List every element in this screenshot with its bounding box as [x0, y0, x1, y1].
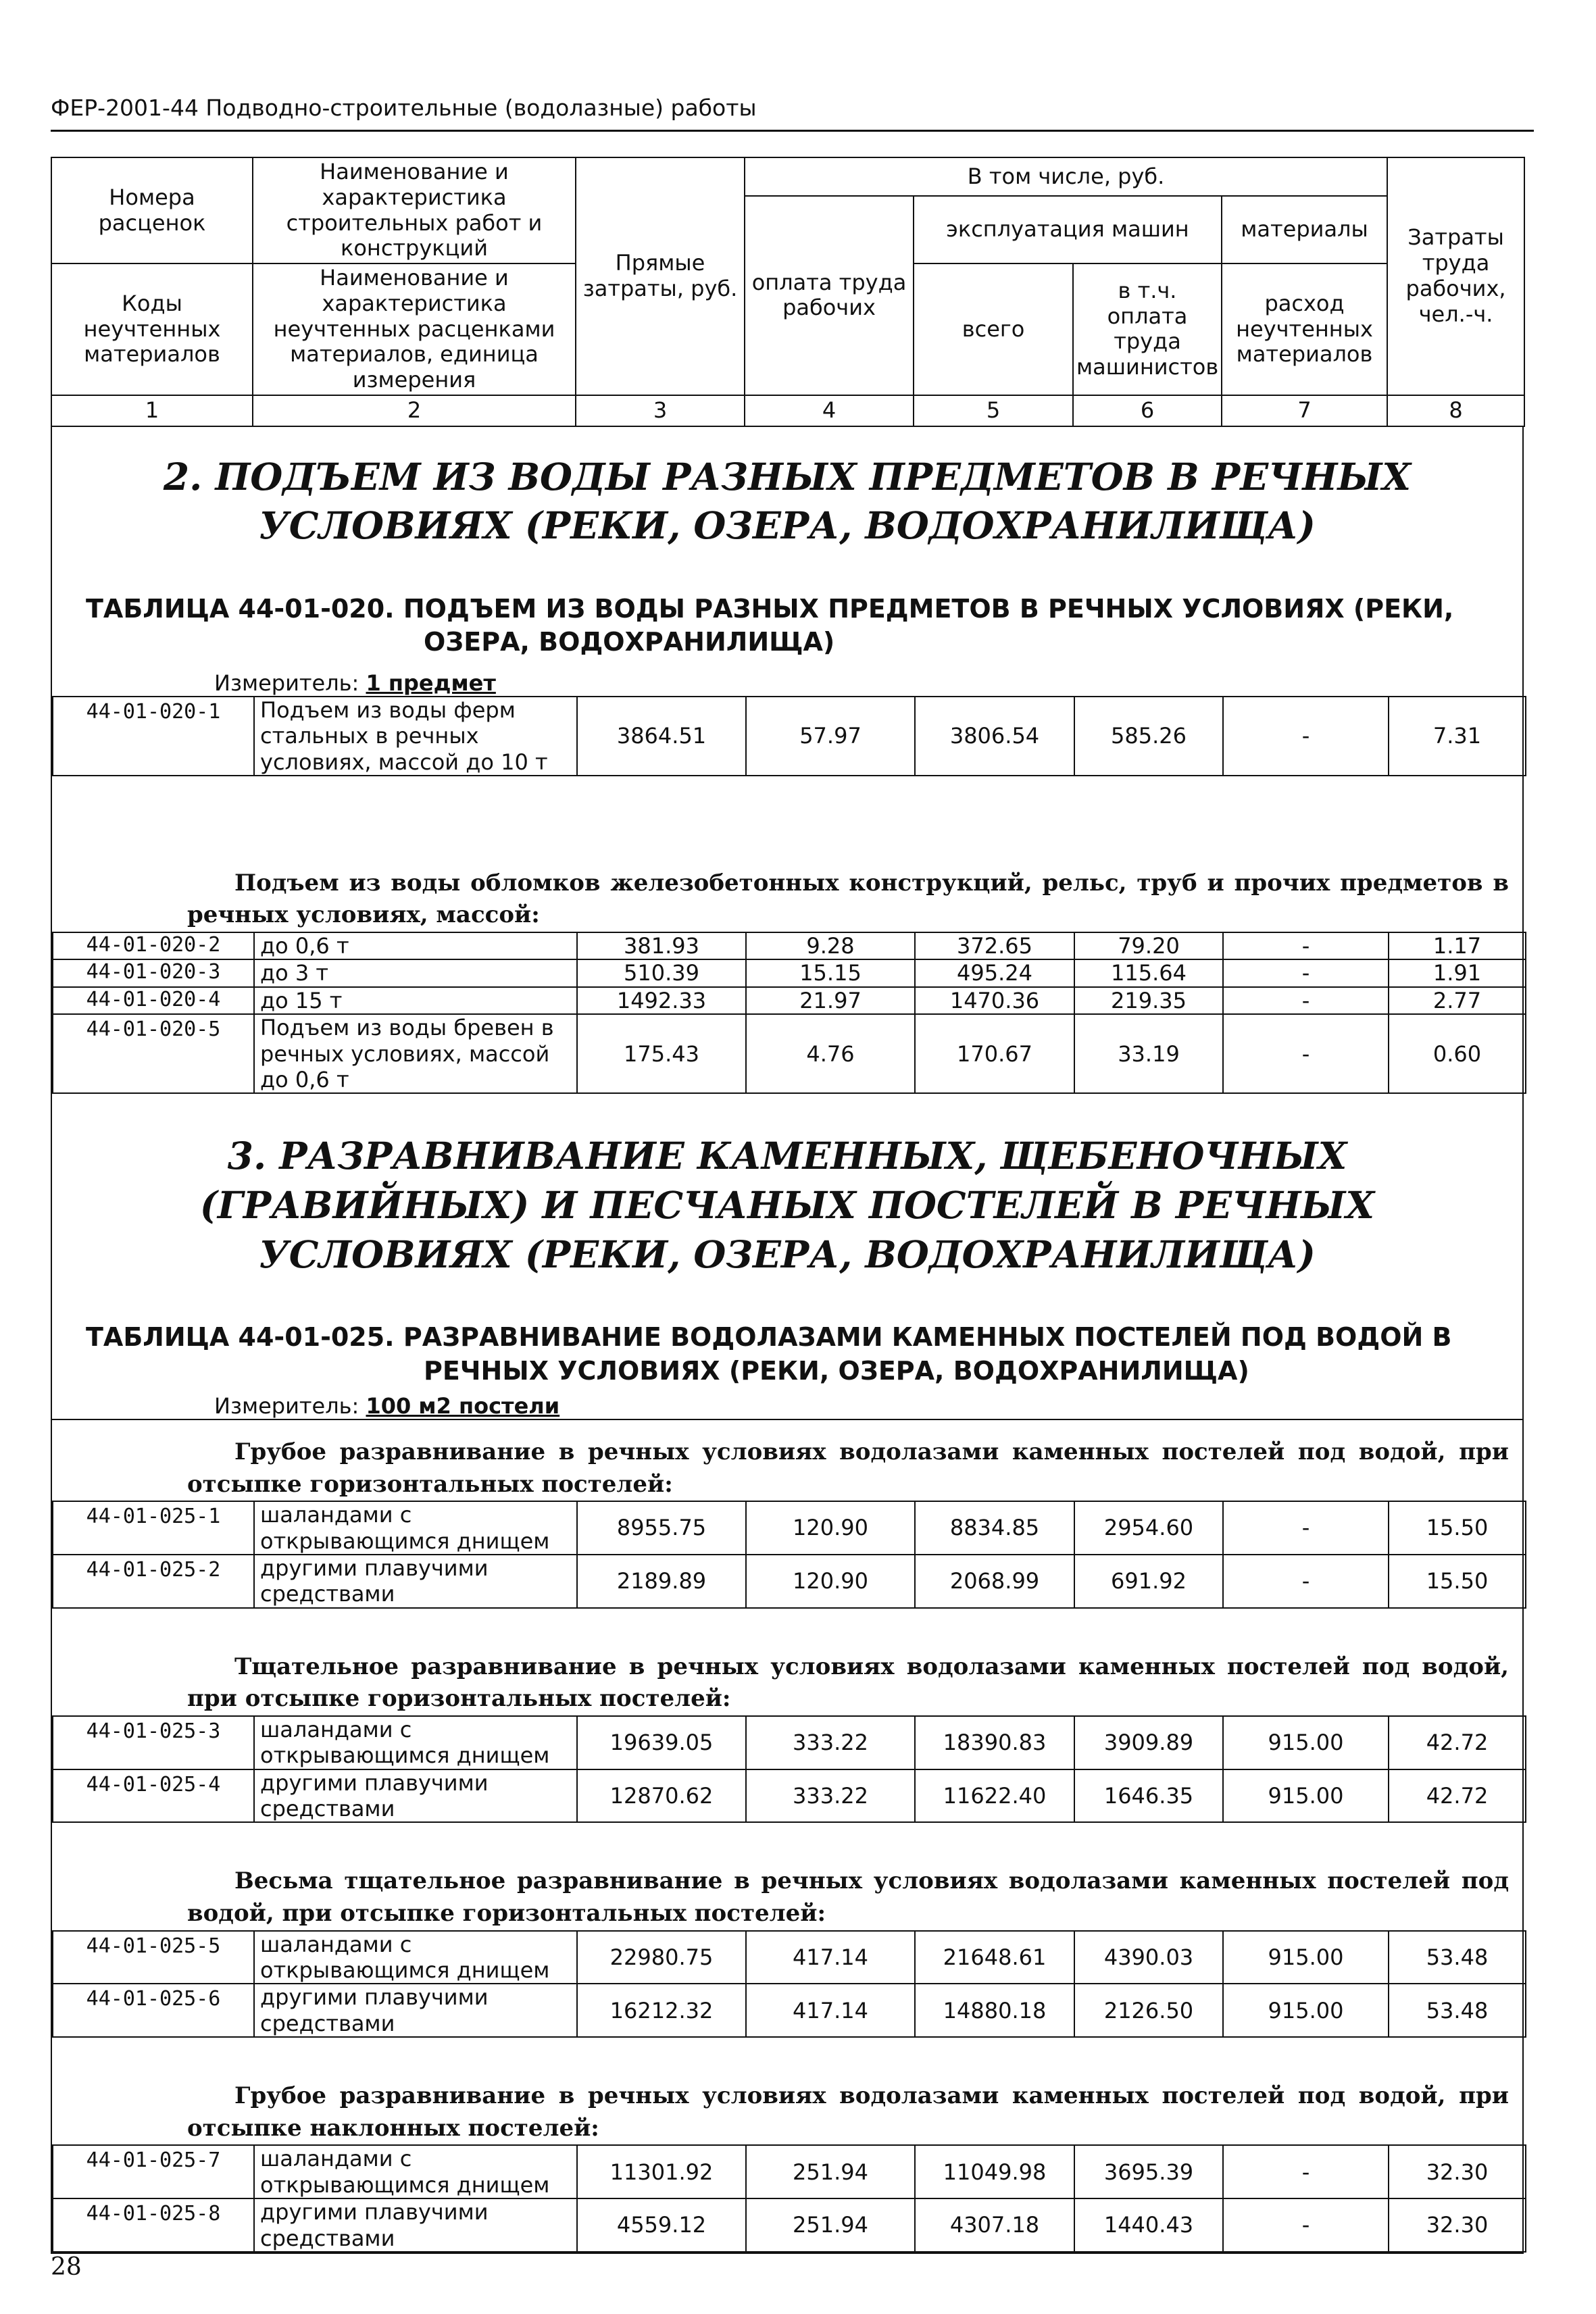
- header-machine-operation: эксплуатация машин: [914, 196, 1222, 263]
- material-consumption: -: [1223, 2145, 1389, 2198]
- table-row: [53, 2198, 1526, 2252]
- work-name: до 15 т: [254, 987, 577, 1014]
- material-consumption: 915.00: [1223, 1769, 1389, 1823]
- column-header: [51, 157, 1525, 427]
- rates-table-025-rough: [52, 1501, 1526, 1635]
- worker-pay: 9.28: [746, 932, 915, 959]
- column-number: 1: [51, 395, 253, 426]
- worker-pay: 417.14: [746, 1984, 915, 2037]
- machines-total: 11049.98: [915, 2145, 1074, 2198]
- header-rule: [51, 130, 1534, 132]
- column-number: 6: [1073, 395, 1222, 426]
- table-row: [53, 1014, 1526, 1093]
- rate-code: 44-01-025-2: [53, 1555, 254, 1608]
- machinist-pay: 33.19: [1074, 1014, 1223, 1093]
- column-number: 5: [914, 395, 1073, 426]
- machinist-pay: 2954.60: [1074, 1501, 1223, 1555]
- work-name: шаландами с открывающимся днищем: [254, 2145, 577, 2198]
- machinist-pay: 115.64: [1074, 959, 1223, 986]
- column-number: 4: [745, 395, 914, 426]
- rate-code: 44-01-025-6: [53, 1984, 254, 2037]
- work-name: другими плавучими средствами: [254, 1769, 577, 1823]
- table-row: [53, 987, 1526, 1014]
- table-title: [52, 593, 1522, 659]
- worker-pay: 120.90: [746, 1501, 915, 1555]
- machines-total: 11622.40: [915, 1769, 1074, 1823]
- machines-total: 170.67: [915, 1014, 1074, 1093]
- machines-total: 372.65: [915, 932, 1074, 959]
- labor-costs: 15.50: [1389, 1555, 1526, 1608]
- group-heading: Весьма тщательное разравнивание в речных условиях водолазами каменных постелей под водой, при отсыпке горизонтальных постелей:: [187, 1867, 1509, 1928]
- material-consumption: -: [1223, 1555, 1389, 1608]
- header-rate-numbers: Номера расценок: [51, 157, 253, 263]
- meter-value: 100 м2 постели: [366, 1392, 560, 1419]
- material-consumption: 915.00: [1223, 1931, 1389, 1984]
- work-name: Подъем из воды бревен в речных условиях, массой до 0,6 т: [254, 1014, 577, 1093]
- meter-label: Измеритель:: [214, 670, 359, 696]
- labor-costs: 42.72: [1389, 1716, 1526, 1769]
- material-consumption: -: [1223, 2198, 1389, 2252]
- material-consumption: -: [1223, 697, 1389, 776]
- section-title: 2. ПОДЪЕМ ИЗ ВОДЫ РАЗНЫХ ПРЕДМЕТОВ В РЕЧНЫХ УСЛОВИЯХ (РЕКИ, ОЗЕРА, ВОДОХРАНИЛИЩА): [163, 454, 1412, 548]
- table-row: [53, 1555, 1526, 1608]
- rate-code: 44-01-020-2: [53, 932, 254, 959]
- machines-total: 3806.54: [915, 697, 1074, 776]
- header-material-consumption: расход неучтенных материалов: [1222, 263, 1387, 395]
- rate-code: 44-01-020-3: [53, 959, 254, 986]
- header-including: В том числе, руб.: [745, 157, 1387, 196]
- machines-total: 1470.36: [915, 987, 1074, 1014]
- rate-code: 44-01-025-1: [53, 1501, 254, 1555]
- work-name: другими плавучими средствами: [254, 1555, 577, 1608]
- rates-table-025-very-careful: [52, 1930, 1526, 2065]
- direct-costs: 12870.62: [577, 1769, 746, 1823]
- machinist-pay: 3909.89: [1074, 1716, 1223, 1769]
- header-materials: материалы: [1222, 196, 1387, 263]
- work-name: шаландами с открывающимся днищем: [254, 1501, 577, 1555]
- direct-costs: 2189.89: [577, 1555, 746, 1608]
- direct-costs: 4559.12: [577, 2198, 746, 2252]
- unit-of-measure: [52, 670, 1522, 696]
- worker-pay: 251.94: [746, 2198, 915, 2252]
- machines-total: 18390.83: [915, 1716, 1074, 1769]
- direct-costs: 11301.92: [577, 2145, 746, 2198]
- table-title-line: РЕЧНЫХ УСЛОВИЯХ (РЕКИ, ОЗЕРА, ВОДОХРАНИЛИЩА): [424, 1355, 1249, 1386]
- rate-code: 44-01-020-5: [53, 1014, 254, 1093]
- labor-costs: 7.31: [1389, 697, 1526, 776]
- labor-costs: 0.60: [1389, 1014, 1526, 1093]
- work-name: шаландами с открывающимся днищем: [254, 1931, 577, 1984]
- machinist-pay: 1440.43: [1074, 2198, 1223, 2252]
- group-heading: Тщательное разравнивание в речных условиях водолазами каменных постелей под водой, при отсыпке горизонтальных постелей:: [187, 1653, 1509, 1713]
- header-labor-costs: Затраты труда рабочих, чел.-ч.: [1387, 157, 1524, 395]
- price-table: [51, 157, 1524, 2254]
- labor-costs: 42.72: [1389, 1769, 1526, 1823]
- table-body: [51, 427, 1524, 2254]
- worker-pay: 120.90: [746, 1555, 915, 1608]
- machinist-pay: 219.35: [1074, 987, 1223, 1014]
- meter-label: Измеритель:: [214, 1392, 359, 1419]
- group-heading: Подъем из воды обломков железобетонных конструкций, рельс, труб и прочих предметов в речных условиях, массой:: [187, 869, 1509, 929]
- worker-pay: 333.22: [746, 1716, 915, 1769]
- rate-code: 44-01-025-7: [53, 2145, 254, 2198]
- worker-pay: 417.14: [746, 1931, 915, 1984]
- machinist-pay: 3695.39: [1074, 2145, 1223, 2198]
- worker-pay: 251.94: [746, 2145, 915, 2198]
- worker-pay: 21.97: [746, 987, 915, 1014]
- rate-code: 44-01-025-5: [53, 1931, 254, 1984]
- header-worker-pay: оплата труда рабочих: [745, 196, 914, 395]
- machinist-pay: 4390.03: [1074, 1931, 1223, 1984]
- table-row: [53, 1501, 1526, 1555]
- rates-table-025-careful: [52, 1715, 1526, 1850]
- worker-pay: 333.22: [746, 1769, 915, 1823]
- direct-costs: 16212.32: [577, 1984, 746, 2037]
- group-heading: Грубое разравнивание в речных условиях водолазами каменных постелей под водой, при отсыпке наклонных постелей:: [187, 2082, 1509, 2142]
- direct-costs: 3864.51: [577, 697, 746, 776]
- column-number: 7: [1222, 395, 1387, 426]
- machinist-pay: 79.20: [1074, 932, 1223, 959]
- table-title: [52, 1321, 1522, 1388]
- table-title-line: ТАБЛИЦА 44-01-025. РАЗРАВНИВАНИЕ ВОДОЛАЗАМИ КАМЕННЫХ ПОСТЕЛЕЙ ПОД ВОДОЙ В: [86, 1322, 1452, 1353]
- machines-total: 495.24: [915, 959, 1074, 986]
- machines-total: 14880.18: [915, 1984, 1074, 2037]
- machines-total: 21648.61: [915, 1931, 1074, 1984]
- rate-code: 44-01-025-4: [53, 1769, 254, 1823]
- table-title-line: ТАБЛИЦА 44-01-020. ПОДЪЕМ ИЗ ВОДЫ РАЗНЫХ ПРЕДМЕТОВ В РЕЧНЫХ УСЛОВИЯХ (РЕКИ,: [86, 593, 1454, 624]
- table-row: [53, 2145, 1526, 2198]
- direct-costs: 381.93: [577, 932, 746, 959]
- running-header: ФЕР-2001-44 Подводно-строительные (водолазные) работы: [51, 95, 757, 121]
- direct-costs: 8955.75: [577, 1501, 746, 1555]
- table-row: [53, 1984, 1526, 2037]
- column-number: 3: [576, 395, 745, 426]
- machinist-pay: 1646.35: [1074, 1769, 1223, 1823]
- work-name: другими плавучими средствами: [254, 2198, 577, 2252]
- machinist-pay: 691.92: [1074, 1555, 1223, 1608]
- direct-costs: 22980.75: [577, 1931, 746, 1984]
- work-name: до 3 т: [254, 959, 577, 986]
- worker-pay: 15.15: [746, 959, 915, 986]
- direct-costs: 175.43: [577, 1014, 746, 1093]
- labor-costs: 32.30: [1389, 2198, 1526, 2252]
- machinist-pay: 2126.50: [1074, 1984, 1223, 2037]
- rates-table-020: [52, 696, 1526, 858]
- header-material-name: Наименование и характеристика неучтенных расценками материалов, единица измерения: [253, 263, 576, 395]
- rates-table-025-sloped: [52, 2144, 1526, 2253]
- direct-costs: 19639.05: [577, 1716, 746, 1769]
- material-consumption: -: [1223, 959, 1389, 986]
- work-name: до 0,6 т: [254, 932, 577, 959]
- material-consumption: 915.00: [1223, 1984, 1389, 2037]
- work-name: шаландами с открывающимся днищем: [254, 1716, 577, 1769]
- labor-costs: 1.17: [1389, 932, 1526, 959]
- labor-costs: 1.91: [1389, 959, 1526, 986]
- rate-code: 44-01-025-8: [53, 2198, 254, 2252]
- header-material-codes: Коды неучтенных материалов: [51, 263, 253, 395]
- material-consumption: -: [1223, 1501, 1389, 1555]
- work-name: Подъем из воды ферм стальных в речных условиях, массой до 10 т: [254, 697, 577, 776]
- table-row: [53, 932, 1526, 959]
- rate-code: 44-01-020-4: [53, 987, 254, 1014]
- worker-pay: 4.76: [746, 1014, 915, 1093]
- section-title: 3. РАЗРАВНИВАНИЕ КАМЕННЫХ, ЩЕБЕНОЧНЫХ (ГРАВИЙНЫХ) И ПЕСЧАНЫХ ПОСТЕЛЕЙ В РЕЧНЫХ УСЛОВИЯХ (РЕКИ, ОЗЕРА, ВОДОХРАНИЛИЩА): [199, 1134, 1375, 1276]
- column-number: 8: [1387, 395, 1524, 426]
- material-consumption: -: [1223, 987, 1389, 1014]
- material-consumption: -: [1223, 932, 1389, 959]
- machines-total: 2068.99: [915, 1555, 1074, 1608]
- table-row: [53, 1716, 1526, 1769]
- rate-code: 44-01-020-1: [53, 697, 254, 776]
- table-row: [53, 1931, 1526, 1984]
- direct-costs: 1492.33: [577, 987, 746, 1014]
- rate-code: 44-01-025-3: [53, 1716, 254, 1769]
- material-consumption: 915.00: [1223, 1716, 1389, 1769]
- header-work-name: Наименование и характеристика строительных работ и конструкций: [253, 157, 576, 263]
- column-number: 2: [253, 395, 576, 426]
- labor-costs: 2.77: [1389, 987, 1526, 1014]
- header-machinist-pay: в т.ч. оплата труда машинистов: [1073, 263, 1222, 395]
- labor-costs: 32.30: [1389, 2145, 1526, 2198]
- rates-table-020-group: [52, 932, 1526, 1094]
- work-name: другими плавучими средствами: [254, 1984, 577, 2037]
- table-row: [53, 1769, 1526, 1823]
- labor-costs: 15.50: [1389, 1501, 1526, 1555]
- machinist-pay: 585.26: [1074, 697, 1223, 776]
- table-row: [53, 959, 1526, 986]
- labor-costs: 53.48: [1389, 1984, 1526, 2037]
- worker-pay: 57.97: [746, 697, 915, 776]
- unit-of-measure: [52, 1393, 1522, 1420]
- machines-total: 8834.85: [915, 1501, 1074, 1555]
- machines-total: 4307.18: [915, 2198, 1074, 2252]
- direct-costs: 510.39: [577, 959, 746, 986]
- page-number: 28: [51, 2253, 82, 2281]
- labor-costs: 53.48: [1389, 1931, 1526, 1984]
- material-consumption: -: [1223, 1014, 1389, 1093]
- table-title-line: ОЗЕРА, ВОДОХРАНИЛИЩА): [424, 627, 835, 657]
- header-direct-costs: Прямые затраты, руб.: [576, 157, 745, 395]
- group-heading: Грубое разравнивание в речных условиях водолазами каменных постелей под водой, при отсыпке горизонтальных постелей:: [187, 1438, 1509, 1498]
- table-row: [53, 697, 1526, 776]
- header-machines-total: всего: [914, 263, 1073, 395]
- meter-value: 1 предмет: [366, 670, 496, 696]
